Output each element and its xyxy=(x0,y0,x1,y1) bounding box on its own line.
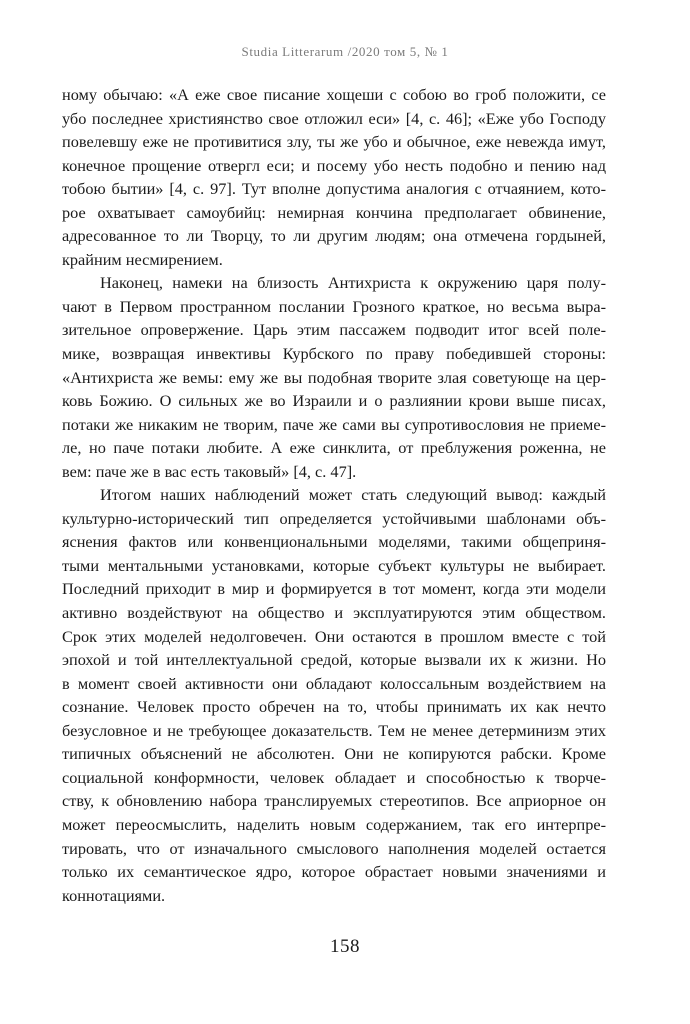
text-line: ковь Божию. О сильных же во Израили и о разлиянии крови выше писах, xyxy=(62,391,606,411)
text-line: Последний приходит в мир и формируется в тот момент, когда эти модели xyxy=(62,579,606,599)
text-line: убо последнее християнство свое отложил еси» [4, с. 46]; «Еже убо Господу xyxy=(62,108,606,128)
text-line: ному обычаю: «А еже свое писание хощеши с собою во гроб положити, се xyxy=(62,85,606,104)
text-line: ству, к обновлению набора транслируемых стереотипов. Все априорное он xyxy=(62,791,606,811)
paragraph-3 xyxy=(62,483,606,907)
text-line: Срок этих моделей недолговечен. Они остаются в прошлом вместе с той xyxy=(62,626,606,646)
text-line: «Антихриста же вемы: ему же вы подобная творите злая советующе на цер- xyxy=(62,367,606,387)
text-line: социальной конформности, человек обладает и способностью к творче- xyxy=(62,767,606,787)
text-line: тировать, что от изначального смыслового наполнения моделей остается xyxy=(62,838,606,858)
text-line: чают в Первом пространном послании Грозного краткое, но весьма выра- xyxy=(62,296,606,316)
text-line: Итогом наших наблюдений может стать следующий вывод: каждый xyxy=(100,485,606,505)
paragraph-1 xyxy=(62,83,606,271)
text-line: зительное опровержение. Царь этим пассажем подводит итог всей поле- xyxy=(62,320,606,340)
text-line: активно воздействуют на общество и эксплуатируются этим обществом. xyxy=(62,603,606,623)
text-line: яснения фактов или конвенциональными моделями, такими общеприня- xyxy=(62,532,606,552)
text-line: ле, но паче потаки любите. А еже синклита, от преблужения роженна, не xyxy=(62,438,606,458)
text-line: эпохой и той интеллектуальной средой, которые вызвали их к жизни. Но xyxy=(62,650,606,670)
text-line: рое охватывает самоубийц: немирная кончина предполагает обвинение, xyxy=(62,202,606,222)
text-line: коннотациями. xyxy=(62,885,166,905)
text-line: вем: паче же в вас есть таковый» [4, с. 47]. xyxy=(62,461,357,481)
text-line: сознание. Человек просто обречен на то, чтобы принимать их как нечто xyxy=(62,697,606,717)
text-line: конечное прощение отвергл еси; и посему убо несть подобно и пению над xyxy=(62,155,606,175)
text-line: типичных объяснений не абсолютен. Они не копируются рабски. Кроме xyxy=(62,744,606,764)
text-line: в момент своей активности они обладают колоссальным воздействием на xyxy=(62,673,606,693)
page-number: 158 xyxy=(330,936,360,957)
body-text xyxy=(62,83,606,907)
journal-year: /2020 xyxy=(347,44,381,59)
journal-volume: том 5, № 1 xyxy=(384,44,449,59)
text-line: безусловное и не требующее доказательств. Тем не менее детерминизм этих xyxy=(62,720,606,740)
text-line: адресованное то ли Творцу, то ли другим людям; она отмечена гордыней, xyxy=(62,226,606,246)
text-line: культурно-исторический тип определяется устойчивыми шаблонами объ- xyxy=(62,508,606,528)
journal-title: Studia Litterarum xyxy=(241,44,344,59)
text-line: Наконец, намеки на близость Антихриста к окружению царя полу- xyxy=(100,273,606,293)
text-line: потаки же никаким не творим, паче же сами вы супротивословия не приеме- xyxy=(62,414,606,434)
text-line: крайним несмирением. xyxy=(62,249,223,269)
running-head xyxy=(0,44,690,60)
text-line: тыми ментальными установками, которые субъект культуры не выбирает. xyxy=(62,555,606,575)
paragraph-2 xyxy=(62,271,606,483)
text-line: тобою бытии» [4, с. 97]. Тут вполне допустима аналогия с отчаянием, кото- xyxy=(62,179,606,199)
text-line: мике, возвращая инвективы Курбского по праву победившей стороны: xyxy=(62,344,606,364)
text-line: повелевшу еже не противитися злу, ты же убо и обычное, еже невежда имут, xyxy=(62,132,606,152)
text-line: только их семантическое ядро, которое обрастает новыми значениями и xyxy=(62,862,606,882)
text-line: может переосмыслить, наделить новым содержанием, так его интерпре- xyxy=(62,814,606,834)
